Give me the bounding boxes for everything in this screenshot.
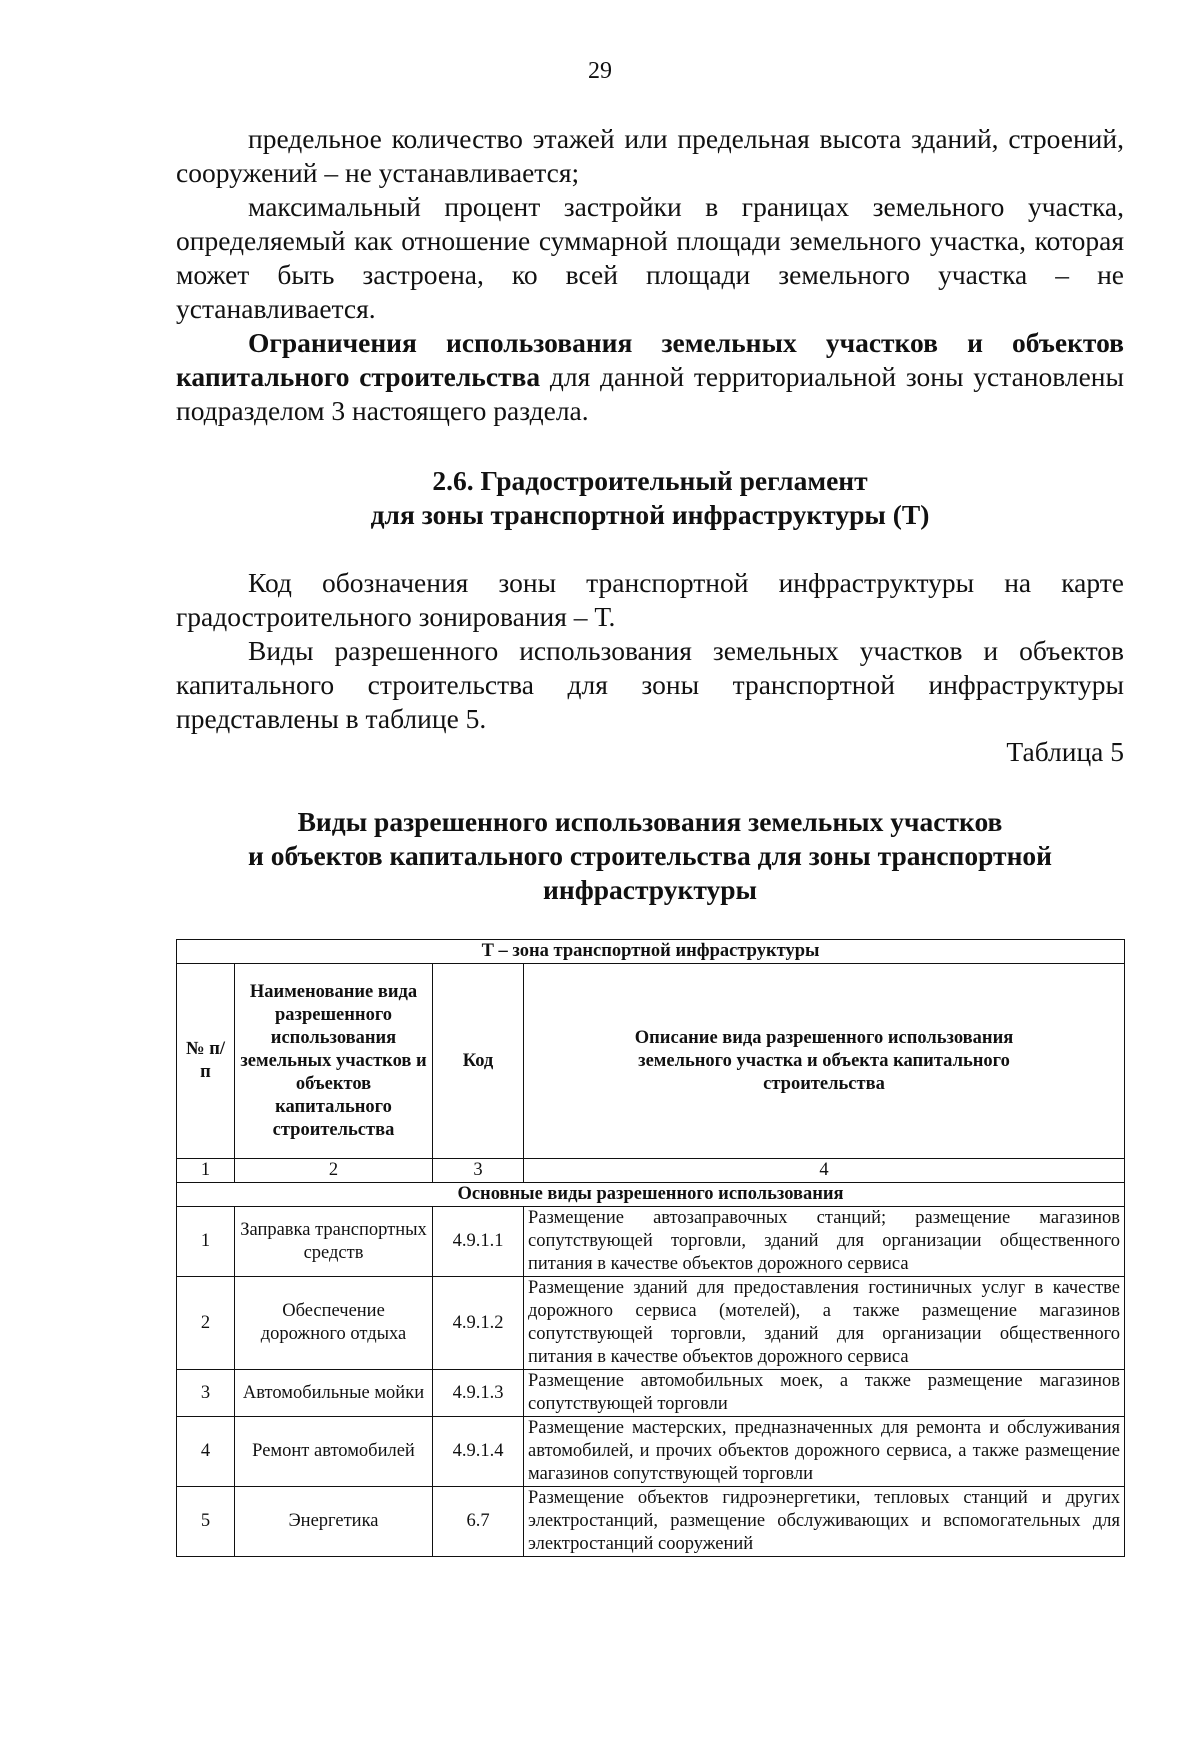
- row-num: 2: [177, 1277, 235, 1370]
- row-num: 4: [177, 1417, 235, 1487]
- page-number: 29: [588, 58, 612, 84]
- zone-header-row: [177, 940, 1125, 964]
- row-code: 6.7: [433, 1487, 524, 1557]
- header-desc: Описание вида разрешенного использования земельного участка и объекта капитального строительства: [524, 964, 1125, 1159]
- paragraph-table-ref: Виды разрешенного использования земельных участков и объектов капитального строительства для зоны транспортной инфраструктуры представлены в таблице 5.: [176, 635, 1124, 734]
- section-text: [176, 566, 1124, 736]
- paragraph-build-percent: максимальный процент застройки в границах земельного участка, определяемый как отношение суммарной площади земельного участка, которая может быть застроена, ко всей площади земельного участка – не устанавливается.: [176, 191, 1124, 324]
- header-name: Наименование вида разрешенного использования земельных участков и объектов капитального строительства: [235, 964, 433, 1159]
- restrictions-rest: для данной территориальной зоны установлены подразделом 3 настоящего раздела.: [176, 361, 1124, 426]
- regulation-table: [176, 939, 1125, 1557]
- row-desc: Размещение мастерских, предназначенных для ремонта и обслуживания автомобилей, и прочих объектов дорожного сервиса, а также размещение магазинов сопутствующей торговли: [524, 1417, 1125, 1487]
- zone-header: Т – зона транспортной инфраструктуры: [177, 940, 1125, 964]
- group-header-row: [177, 1183, 1125, 1207]
- header-code: Код: [433, 964, 524, 1159]
- table-row: [177, 1207, 1125, 1277]
- table-caption: [176, 805, 1124, 907]
- section-heading-line1: 2.6. Градостроительный регламент: [432, 465, 868, 496]
- row-name: Обеспечение дорожного отдыха: [235, 1277, 433, 1370]
- section-heading-line2: для зоны транспортной инфраструктуры (Т): [370, 499, 930, 530]
- column-header-row: [177, 964, 1125, 1159]
- paragraph-zone-code: Код обозначения зоны транспортной инфраструктуры на карте градостроительного зонирования – Т.: [176, 567, 1124, 632]
- table-number: Таблица 5: [1006, 736, 1124, 767]
- row-desc: Размещение зданий для предоставления гостиничных услуг в качестве дорожного сервиса (мотелей), а также размещение магазинов сопутствующей торговли, зданий для организации общественного питания в качестве объектов дорожного сервиса: [524, 1277, 1125, 1370]
- table-caption-line3: инфраструктуры: [543, 874, 757, 905]
- row-name: Заправка транспортных средств: [235, 1207, 433, 1277]
- paragraph-restrictions: [176, 326, 1124, 428]
- row-name: Ремонт автомобилей: [235, 1417, 433, 1487]
- table-caption-line2: и объектов капитального строительства для зоны транспортной: [247, 840, 1053, 871]
- row-code: 4.9.1.2: [433, 1277, 524, 1370]
- table-row: [177, 1487, 1125, 1557]
- group-header: Основные виды разрешенного использования: [177, 1183, 1125, 1207]
- row-code: 4.9.1.4: [433, 1417, 524, 1487]
- section-heading: [176, 464, 1124, 532]
- row-name: Энергетика: [235, 1487, 433, 1557]
- row-code: 4.9.1.3: [433, 1370, 524, 1417]
- row-desc: Размещение объектов гидроэнергетики, тепловых станций и других электростанций, размещение обслуживающих и вспомогательных для электростанций сооружений: [524, 1487, 1125, 1557]
- restrictions-bold: Ограничения использования земельных участков и объектов капитального строительства: [176, 327, 1124, 392]
- intro-text: [176, 122, 1124, 428]
- table-row: [177, 1417, 1125, 1487]
- table-row: [177, 1277, 1125, 1370]
- colnum-4: 4: [524, 1159, 1125, 1183]
- row-num: 3: [177, 1370, 235, 1417]
- row-name: Автомобильные мойки: [235, 1370, 433, 1417]
- table-caption-line1: Виды разрешенного использования земельных участков: [297, 806, 1003, 837]
- paragraph-floors: предельное количество этажей или предельная высота зданий, строений, сооружений – не устанавливается;: [176, 123, 1124, 188]
- row-num: 1: [177, 1207, 235, 1277]
- table-row: [177, 1370, 1125, 1417]
- row-code: 4.9.1.1: [433, 1207, 524, 1277]
- header-num: № п/п: [177, 964, 235, 1159]
- row-desc: Размещение автозаправочных станций; размещение магазинов сопутствующей торговли, зданий для организации общественного питания в качестве объектов дорожного сервиса: [524, 1207, 1125, 1277]
- column-number-row: [177, 1159, 1125, 1183]
- colnum-3: 3: [433, 1159, 524, 1183]
- row-desc: Размещение автомобильных моек, а также размещение магазинов сопутствующей торговли: [524, 1370, 1125, 1417]
- colnum-1: 1: [177, 1159, 235, 1183]
- row-num: 5: [177, 1487, 235, 1557]
- colnum-2: 2: [235, 1159, 433, 1183]
